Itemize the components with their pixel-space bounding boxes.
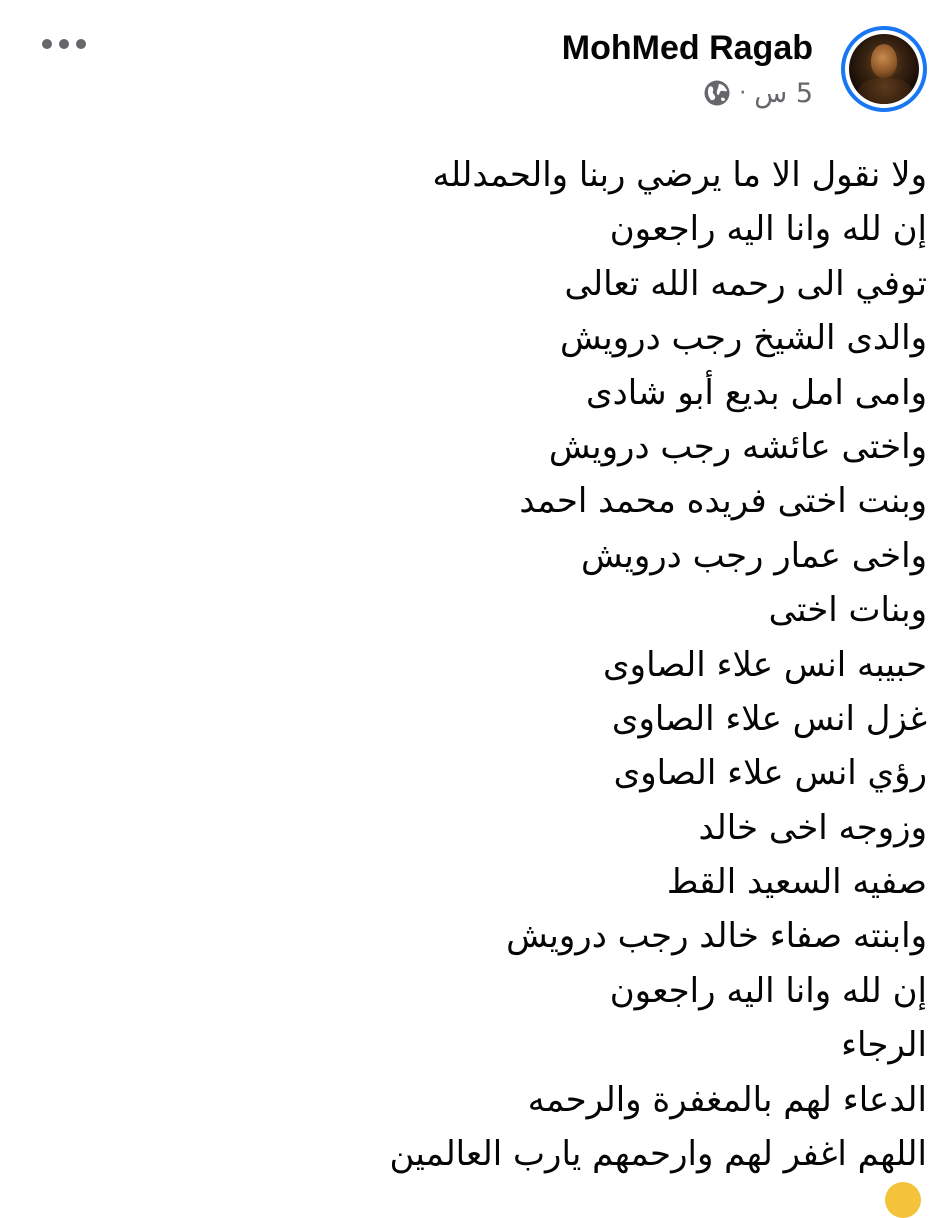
globe-icon[interactable] (703, 79, 731, 107)
post-header (0, 20, 951, 120)
post-line: وبنات اختى (768, 590, 927, 631)
post-line: إن لله وانا اليه راجعون (609, 970, 927, 1011)
post-line: توفي الى رحمه الله تعالى (564, 263, 927, 304)
post-line: واختى عائشه رجب درويش (548, 426, 927, 467)
author-name[interactable]: MohMed Ragab (561, 29, 813, 67)
avatar-face (871, 44, 897, 78)
post-line: وزوجه اخى خالد (698, 807, 927, 848)
post-line: الدعاء لهم بالمغفرة والرحمه (527, 1079, 927, 1120)
post-line: والدى الشيخ رجب درويش (559, 318, 927, 359)
post-line: غزل انس علاء الصاوى (611, 698, 927, 739)
post-meta (703, 76, 813, 110)
post-line: الرجاء (841, 1025, 927, 1066)
post-line: وبنت اختى فريده محمد احمد (519, 481, 927, 522)
more-options-button[interactable] (36, 24, 92, 64)
post-timestamp[interactable]: 5 س (754, 77, 813, 109)
meta-separator: · (739, 80, 747, 106)
post-line: وابنته صفاء خالد رجب درويش (506, 916, 927, 957)
reaction-badge (885, 1182, 921, 1218)
post-line: ولا نقول الا ما يرضي ربنا والحمدلله (432, 155, 927, 195)
author-avatar[interactable] (841, 26, 927, 112)
more-horizontal-icon (41, 38, 87, 50)
post-line: رؤي انس علاء الصاوى (613, 753, 927, 794)
post-line: إن لله وانا اليه راجعون (609, 209, 927, 250)
avatar-body (857, 78, 913, 104)
post-line: حبيبه انس علاء الصاوى (603, 644, 927, 685)
post-body-text (27, 148, 927, 1181)
post-line: واخى عمار رجب درويش (581, 535, 927, 576)
post-line: صفيه السعيد القط (666, 862, 927, 903)
post-line: اللهم اغفر لهم وارحمهم يارب العالمين (389, 1134, 927, 1175)
post-line: وامى امل بديع أبو شادى (586, 372, 927, 413)
avatar-photo (849, 34, 919, 104)
